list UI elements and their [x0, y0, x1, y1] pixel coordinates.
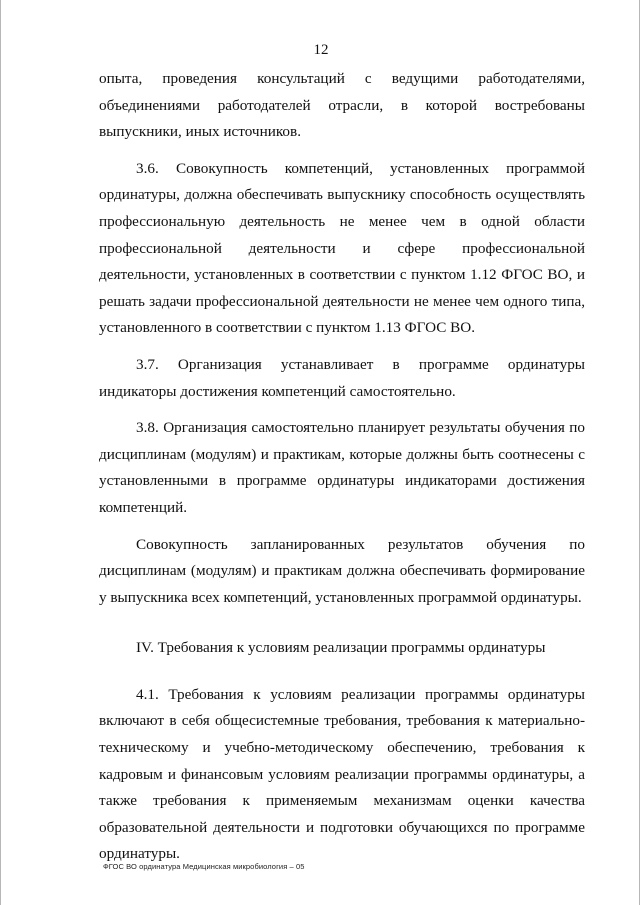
paragraph-3-7: 3.7. Организация устанавливает в программе ординатуры индикаторы достижения компетенций самостоятельно.	[99, 355, 585, 400]
paragraph-3-8: 3.8. Организация самостоятельно планирует результаты обучения по дисциплинам (модулям) и практикам, которые должны быть соотнесены с установленными в программе ординатуры индикаторами достижения компетенций.	[99, 419, 585, 516]
document-body	[99, 66, 585, 868]
page-number: 12	[313, 42, 329, 58]
section-heading: IV. Требования к условиям реализации программы ординатуры	[136, 639, 546, 657]
paragraph-results-totality: Совокупность запланированных результатов обучения по дисциплинам (модулям) и практикам должна обеспечивать формирование у выпускника всех компетенций, установленных программой ординатуры.	[99, 535, 585, 606]
paragraph-3-6: 3.6. Совокупность компетенций, установленных программой ординатуры, должна обеспечивать выпускнику способность осуществлять профессиональную деятельность не менее чем в одной области профессиональной деятельности и сфере профессиональной деятельности, установленных в соответствии с пунктом 1.12 ФГОС ВО, и решать задачи профессиональной деятельности не менее чем одного типа, установленного в соответствии с пунктом 1.13 ФГОС ВО.	[99, 159, 585, 337]
paragraph-continuation: опыта, проведения консультаций с ведущими работодателями, объединениями работодателей отрасли, в которой востребованы выпускники, иных источников.	[99, 70, 585, 141]
page-footer: ФГОС ВО ординатура Медицинская микробиология – 05	[103, 862, 305, 871]
paragraph-4-1: 4.1. Требования к условиям реализации программы ординатуры включают в себя общесистемные требования, требования к материально-техническому и учебно-методическому обеспечению, требования к кадровым и финансовым условиям реализации программы ординатуры, а также требования к применяемым механизмам оценки качества образовательной деятельности и подготовки обучающихся по программе ординатуры.	[99, 685, 585, 863]
